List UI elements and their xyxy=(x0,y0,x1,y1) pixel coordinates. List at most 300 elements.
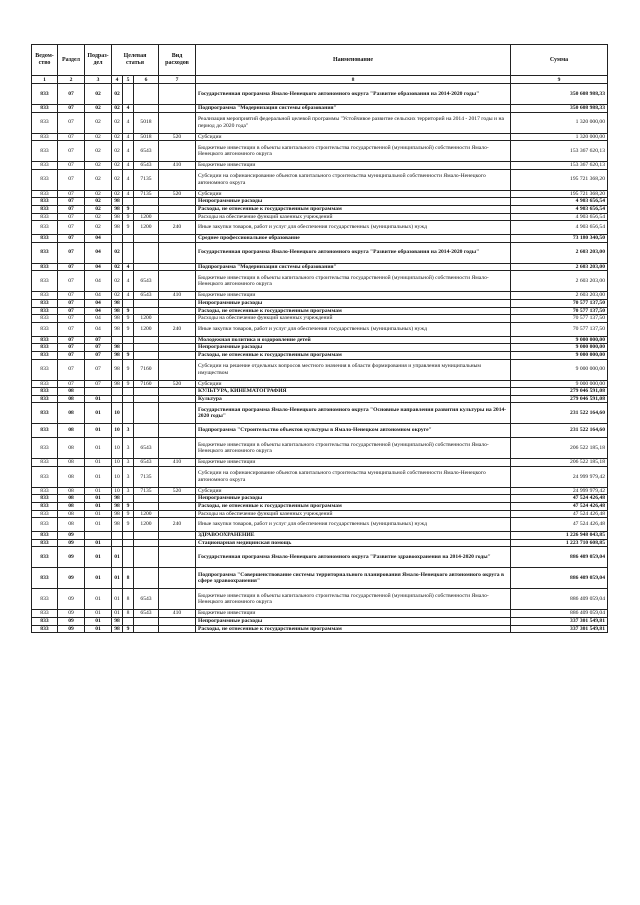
cell-sum: 886 409 059,04 xyxy=(511,610,608,618)
cell-name: Подпрограмма "Модернизация системы образования" xyxy=(196,263,511,271)
cell-name: Расходы, не отнесенные к государственным программам xyxy=(196,351,511,359)
cell-subprogram-code xyxy=(123,388,134,396)
column-number: 2 xyxy=(58,76,85,84)
cell-subprogram-code: 9 xyxy=(123,205,134,213)
cell-subsection: 01 xyxy=(85,610,112,618)
cell-program-code: 10 xyxy=(112,487,123,495)
cell-section: 07 xyxy=(58,133,85,141)
cell-article-code xyxy=(134,388,159,396)
cell-subsection: 04 xyxy=(85,242,112,263)
cell-article-code xyxy=(134,568,159,589)
cell-article-code xyxy=(134,307,159,315)
cell-subprogram-code: 3 xyxy=(123,487,134,495)
cell-section: 07 xyxy=(58,380,85,388)
cell-sum: 47 524 426,48 xyxy=(511,510,608,518)
cell-program-code: 02 xyxy=(112,105,123,113)
cell-program-code: 98 xyxy=(112,380,123,388)
cell-subsection: 02 xyxy=(85,213,112,221)
cell-department: 833 xyxy=(32,205,58,213)
cell-article-code xyxy=(134,205,159,213)
table-row xyxy=(32,84,608,105)
cell-program-code: 98 xyxy=(112,495,123,503)
cell-subsection: 02 xyxy=(85,190,112,198)
cell-section: 08 xyxy=(58,487,85,495)
cell-subsection: 07 xyxy=(85,351,112,359)
cell-program-code: 10 xyxy=(112,466,123,487)
header-department: Ведом-ство xyxy=(32,45,58,76)
cell-name: Реализация мероприятий федеральной целевой программы "Устойчивое развитие сельских территорий на 2014 - 2017 годы и на период до 2020 года" xyxy=(196,112,511,133)
cell-section: 07 xyxy=(58,198,85,206)
cell-expense-type xyxy=(159,625,196,633)
cell-name: Культура xyxy=(196,395,511,403)
cell-section: 07 xyxy=(58,112,85,133)
cell-subsection: 01 xyxy=(85,589,112,610)
cell-article-code: 1200 xyxy=(134,518,159,532)
cell-sum: 1 320 000,00 xyxy=(511,112,608,133)
cell-expense-type xyxy=(159,388,196,396)
cell-subsection: 01 xyxy=(85,395,112,403)
cell-sum: 24 999 979,42 xyxy=(511,487,608,495)
cell-program-code xyxy=(112,388,123,396)
cell-section: 09 xyxy=(58,618,85,626)
cell-article-code: 6543 xyxy=(134,292,159,300)
cell-sum: 9 000 000,00 xyxy=(511,380,608,388)
cell-expense-type xyxy=(159,84,196,105)
cell-sum: 4 903 656,54 xyxy=(511,213,608,221)
cell-program-code: 98 xyxy=(112,503,123,511)
cell-name: Иные закупки товаров, работ и услуг для обеспечения государственных (муниципальных) нужд xyxy=(196,322,511,336)
cell-expense-type xyxy=(159,589,196,610)
cell-expense-type xyxy=(159,539,196,547)
table-row xyxy=(32,424,608,438)
cell-article-code xyxy=(134,424,159,438)
cell-subsection: 04 xyxy=(85,263,112,271)
cell-expense-type: 520 xyxy=(159,190,196,198)
cell-subsection: 01 xyxy=(85,625,112,633)
cell-subprogram-code: 8 xyxy=(123,589,134,610)
cell-name: Бюджетные инвестиции xyxy=(196,610,511,618)
cell-expense-type xyxy=(159,315,196,323)
cell-article-code xyxy=(134,235,159,243)
cell-name: Субсидии xyxy=(196,190,511,198)
cell-article-code xyxy=(134,625,159,633)
cell-department: 833 xyxy=(32,503,58,511)
cell-subprogram-code: 9 xyxy=(123,625,134,633)
table-row xyxy=(32,315,608,323)
cell-sum: 195 721 368,20 xyxy=(511,190,608,198)
cell-subprogram-code xyxy=(123,242,134,263)
table-row xyxy=(32,459,608,467)
cell-department: 833 xyxy=(32,510,58,518)
cell-name: Расходы на обеспечение функций казенных учреждений xyxy=(196,213,511,221)
cell-department: 833 xyxy=(32,403,58,424)
cell-section: 09 xyxy=(58,568,85,589)
cell-department: 833 xyxy=(32,213,58,221)
cell-article-code: 7135 xyxy=(134,466,159,487)
column-number: 5 xyxy=(123,76,134,84)
cell-section: 08 xyxy=(58,503,85,511)
cell-expense-type xyxy=(159,547,196,568)
table-row xyxy=(32,235,608,243)
cell-expense-type xyxy=(159,263,196,271)
cell-department: 833 xyxy=(32,568,58,589)
cell-expense-type xyxy=(159,438,196,459)
cell-subsection: 01 xyxy=(85,459,112,467)
cell-sum: 337 301 549,81 xyxy=(511,625,608,633)
column-number: 9 xyxy=(511,76,608,84)
cell-section: 07 xyxy=(58,344,85,352)
cell-subsection: 01 xyxy=(85,510,112,518)
cell-department: 833 xyxy=(32,539,58,547)
cell-subsection: 07 xyxy=(85,380,112,388)
table-row xyxy=(32,213,608,221)
cell-department: 833 xyxy=(32,221,58,235)
cell-article-code xyxy=(134,344,159,352)
cell-department: 833 xyxy=(32,198,58,206)
cell-subprogram-code: 4 xyxy=(123,292,134,300)
cell-subsection: 01 xyxy=(85,618,112,626)
cell-sum: 1 226 948 043,85 xyxy=(511,532,608,540)
cell-name: Непрограммные расходы xyxy=(196,618,511,626)
cell-program-code: 98 xyxy=(112,198,123,206)
cell-article-code xyxy=(134,547,159,568)
cell-article-code: 5018 xyxy=(134,133,159,141)
cell-subsection: 02 xyxy=(85,162,112,170)
cell-program-code: 02 xyxy=(112,190,123,198)
cell-section: 07 xyxy=(58,315,85,323)
cell-program-code: 02 xyxy=(112,271,123,292)
cell-name: Среднее профессиональное образование xyxy=(196,235,511,243)
cell-department: 833 xyxy=(32,169,58,190)
cell-sum: 47 524 426,48 xyxy=(511,518,608,532)
cell-article-code: 1200 xyxy=(134,510,159,518)
table-row xyxy=(32,133,608,141)
cell-subprogram-code xyxy=(123,547,134,568)
cell-sum: 70 577 137,50 xyxy=(511,322,608,336)
cell-subprogram-code: 9 xyxy=(123,518,134,532)
cell-subprogram-code xyxy=(123,495,134,503)
cell-program-code: 02 xyxy=(112,263,123,271)
cell-expense-type: 520 xyxy=(159,487,196,495)
cell-section: 09 xyxy=(58,547,85,568)
cell-subprogram-code: 9 xyxy=(123,221,134,235)
cell-section: 08 xyxy=(58,510,85,518)
cell-department: 833 xyxy=(32,344,58,352)
cell-expense-type: 240 xyxy=(159,518,196,532)
cell-expense-type xyxy=(159,169,196,190)
cell-subprogram-code: 3 xyxy=(123,424,134,438)
table-row xyxy=(32,242,608,263)
cell-name: Непрограммные расходы xyxy=(196,299,511,307)
cell-sum: 1 320 000,00 xyxy=(511,133,608,141)
table-row xyxy=(32,351,608,359)
cell-expense-type xyxy=(159,503,196,511)
cell-subprogram-code: 9 xyxy=(123,351,134,359)
cell-name: Бюджетные инвестиции в объекты капитального строительства государственной (муниципальной) собственности Ямало-Ненецкого автономного округа xyxy=(196,271,511,292)
cell-program-code: 98 xyxy=(112,344,123,352)
cell-subprogram-code xyxy=(123,84,134,105)
cell-sum: 195 721 368,20 xyxy=(511,169,608,190)
cell-program-code: 98 xyxy=(112,351,123,359)
cell-section: 07 xyxy=(58,271,85,292)
cell-subprogram-code xyxy=(123,618,134,626)
cell-subsection: 01 xyxy=(85,518,112,532)
cell-sum: 886 409 059,04 xyxy=(511,547,608,568)
cell-name: Подпрограмма "Строительство объектов культуры в Ямало-Ненецком автономном округе" xyxy=(196,424,511,438)
cell-sum: 70 577 137,50 xyxy=(511,299,608,307)
cell-section: 08 xyxy=(58,459,85,467)
cell-subsection: 07 xyxy=(85,344,112,352)
table-row xyxy=(32,518,608,532)
cell-program-code: 02 xyxy=(112,84,123,105)
header-section: Раздел xyxy=(58,45,85,76)
cell-name: Непрограммные расходы xyxy=(196,495,511,503)
cell-expense-type: 410 xyxy=(159,610,196,618)
header-sum: Сумма xyxy=(511,45,608,76)
cell-program-code: 01 xyxy=(112,589,123,610)
cell-article-code xyxy=(134,351,159,359)
cell-section: 09 xyxy=(58,610,85,618)
cell-article-code: 1200 xyxy=(134,213,159,221)
table-row xyxy=(32,221,608,235)
cell-subsection: 02 xyxy=(85,221,112,235)
cell-section: 07 xyxy=(58,263,85,271)
cell-department: 833 xyxy=(32,263,58,271)
cell-article-code: 6543 xyxy=(134,438,159,459)
cell-department: 833 xyxy=(32,112,58,133)
cell-department: 833 xyxy=(32,459,58,467)
cell-article-code xyxy=(134,532,159,540)
cell-name: Стационарная медицинская помощь xyxy=(196,539,511,547)
cell-program-code: 02 xyxy=(112,112,123,133)
cell-name: Молодежная политика и оздоровление детей xyxy=(196,336,511,344)
cell-program-code: 01 xyxy=(112,568,123,589)
table-row xyxy=(32,292,608,300)
cell-sum: 279 046 591,08 xyxy=(511,395,608,403)
table-row xyxy=(32,380,608,388)
cell-sum: 73 180 340,50 xyxy=(511,235,608,243)
cell-sum: 9 000 000,00 xyxy=(511,351,608,359)
cell-subprogram-code xyxy=(123,403,134,424)
cell-section: 07 xyxy=(58,351,85,359)
cell-subsection: 04 xyxy=(85,307,112,315)
cell-article-code: 1200 xyxy=(134,322,159,336)
cell-name: Бюджетные инвестиции xyxy=(196,292,511,300)
cell-section: 07 xyxy=(58,84,85,105)
cell-article-code xyxy=(134,539,159,547)
column-number: 6 xyxy=(134,76,159,84)
cell-subsection: 01 xyxy=(85,403,112,424)
cell-article-code: 7135 xyxy=(134,190,159,198)
cell-section: 07 xyxy=(58,359,85,380)
cell-article-code xyxy=(134,495,159,503)
cell-sum: 2 603 203,00 xyxy=(511,271,608,292)
cell-section: 09 xyxy=(58,589,85,610)
cell-expense-type xyxy=(159,532,196,540)
cell-expense-type: 410 xyxy=(159,292,196,300)
cell-department: 833 xyxy=(32,610,58,618)
cell-article-code: 1200 xyxy=(134,315,159,323)
cell-department: 833 xyxy=(32,532,58,540)
table-body xyxy=(32,84,608,633)
cell-program-code xyxy=(112,235,123,243)
cell-name: Расходы, не отнесенные к государственным программам xyxy=(196,205,511,213)
table-row xyxy=(32,359,608,380)
table-row xyxy=(32,344,608,352)
cell-subprogram-code: 4 xyxy=(123,141,134,162)
cell-subprogram-code: 9 xyxy=(123,359,134,380)
cell-expense-type xyxy=(159,466,196,487)
cell-subsection: 04 xyxy=(85,299,112,307)
column-number: 7 xyxy=(159,76,196,84)
cell-name: Государственная программа Ямало-Ненецкого автономного округа "Развитие здравоохранения на 2014-2020 годы" xyxy=(196,547,511,568)
cell-subsection: 01 xyxy=(85,539,112,547)
cell-subsection xyxy=(85,388,112,396)
cell-section: 07 xyxy=(58,169,85,190)
cell-article-code xyxy=(134,242,159,263)
cell-section: 08 xyxy=(58,424,85,438)
cell-program-code: 98 xyxy=(112,221,123,235)
cell-subsection: 02 xyxy=(85,141,112,162)
cell-department: 833 xyxy=(32,518,58,532)
cell-subprogram-code: 3 xyxy=(123,438,134,459)
cell-sum: 231 522 164,60 xyxy=(511,403,608,424)
cell-subprogram-code xyxy=(123,395,134,403)
cell-department: 833 xyxy=(32,190,58,198)
table-row xyxy=(32,141,608,162)
cell-name: Субсидии на решение отдельных вопросов местного значения в области формирования и управления муниципальным имуществом xyxy=(196,359,511,380)
cell-expense-type xyxy=(159,198,196,206)
cell-program-code xyxy=(112,336,123,344)
cell-article-code xyxy=(134,336,159,344)
cell-subprogram-code: 3 xyxy=(123,466,134,487)
table-row xyxy=(32,625,608,633)
cell-sum: 153 367 620,13 xyxy=(511,141,608,162)
cell-subprogram-code: 4 xyxy=(123,162,134,170)
cell-program-code: 10 xyxy=(112,403,123,424)
cell-subprogram-code: 9 xyxy=(123,213,134,221)
cell-program-code: 98 xyxy=(112,359,123,380)
table-row xyxy=(32,495,608,503)
cell-subsection: 02 xyxy=(85,205,112,213)
cell-department: 833 xyxy=(32,547,58,568)
cell-article-code: 7135 xyxy=(134,487,159,495)
cell-article-code xyxy=(134,198,159,206)
cell-section: 07 xyxy=(58,336,85,344)
cell-section: 09 xyxy=(58,532,85,540)
cell-subprogram-code xyxy=(123,299,134,307)
cell-sum: 4 903 656,54 xyxy=(511,198,608,206)
cell-section: 08 xyxy=(58,403,85,424)
cell-section: 07 xyxy=(58,307,85,315)
cell-department: 833 xyxy=(32,141,58,162)
column-number: 4 xyxy=(112,76,123,84)
cell-expense-type: 410 xyxy=(159,162,196,170)
cell-sum: 2 603 203,00 xyxy=(511,292,608,300)
cell-expense-type xyxy=(159,403,196,424)
cell-subprogram-code: 9 xyxy=(123,307,134,315)
cell-program-code xyxy=(112,532,123,540)
cell-department: 833 xyxy=(32,307,58,315)
cell-department: 833 xyxy=(32,351,58,359)
header-name: Наименование xyxy=(196,45,511,76)
cell-sum: 350 608 988,33 xyxy=(511,105,608,113)
cell-subprogram-code: 3 xyxy=(123,459,134,467)
cell-expense-type xyxy=(159,213,196,221)
table-row xyxy=(32,589,608,610)
cell-sum: 24 999 979,42 xyxy=(511,466,608,487)
header-subsection: Подраз-дел xyxy=(85,45,112,76)
cell-expense-type xyxy=(159,344,196,352)
cell-article-code: 7160 xyxy=(134,380,159,388)
cell-section: 07 xyxy=(58,162,85,170)
table-row xyxy=(32,169,608,190)
cell-subsection: 02 xyxy=(85,84,112,105)
cell-article-code xyxy=(134,395,159,403)
cell-program-code: 02 xyxy=(112,292,123,300)
budget-table xyxy=(31,44,608,633)
cell-department: 833 xyxy=(32,380,58,388)
table-row xyxy=(32,403,608,424)
cell-section: 07 xyxy=(58,213,85,221)
cell-department: 833 xyxy=(32,466,58,487)
cell-name: Расходы, не отнесенные к государственным программам xyxy=(196,503,511,511)
cell-section: 08 xyxy=(58,495,85,503)
cell-subsection: 04 xyxy=(85,235,112,243)
cell-article-code: 6543 xyxy=(134,271,159,292)
cell-section: 07 xyxy=(58,299,85,307)
cell-subprogram-code xyxy=(123,344,134,352)
cell-subsection: 01 xyxy=(85,503,112,511)
table-row xyxy=(32,307,608,315)
cell-subsection: 07 xyxy=(85,359,112,380)
cell-section: 08 xyxy=(58,438,85,459)
cell-name: Бюджетные инвестиции xyxy=(196,459,511,467)
cell-subprogram-code: 9 xyxy=(123,503,134,511)
cell-program-code: 98 xyxy=(112,213,123,221)
cell-article-code: 7160 xyxy=(134,359,159,380)
cell-sum: 279 046 591,08 xyxy=(511,388,608,396)
cell-name: Государственная программа Ямало-Ненецкого автономного округа "Основные направления развития культуры на 2014-2020 годы" xyxy=(196,403,511,424)
cell-subprogram-code: 4 xyxy=(123,169,134,190)
cell-expense-type xyxy=(159,112,196,133)
cell-expense-type xyxy=(159,359,196,380)
cell-subsection: 02 xyxy=(85,198,112,206)
table-row xyxy=(32,205,608,213)
cell-department: 833 xyxy=(32,487,58,495)
cell-department: 833 xyxy=(32,105,58,113)
cell-section: 08 xyxy=(58,518,85,532)
cell-article-code: 1200 xyxy=(134,221,159,235)
cell-program-code: 98 xyxy=(112,518,123,532)
column-number-row xyxy=(32,76,608,84)
cell-subsection: 01 xyxy=(85,487,112,495)
cell-program-code: 02 xyxy=(112,162,123,170)
cell-subprogram-code xyxy=(123,198,134,206)
cell-expense-type xyxy=(159,395,196,403)
cell-name: Подпрограмма "Модернизация системы образования" xyxy=(196,105,511,113)
cell-expense-type xyxy=(159,299,196,307)
cell-department: 833 xyxy=(32,292,58,300)
cell-subsection: 02 xyxy=(85,169,112,190)
cell-sum: 153 367 620,13 xyxy=(511,162,608,170)
cell-section: 07 xyxy=(58,105,85,113)
cell-program-code: 98 xyxy=(112,205,123,213)
column-number: 3 xyxy=(85,76,112,84)
table-row xyxy=(32,438,608,459)
cell-subprogram-code xyxy=(123,539,134,547)
cell-program-code: 02 xyxy=(112,133,123,141)
